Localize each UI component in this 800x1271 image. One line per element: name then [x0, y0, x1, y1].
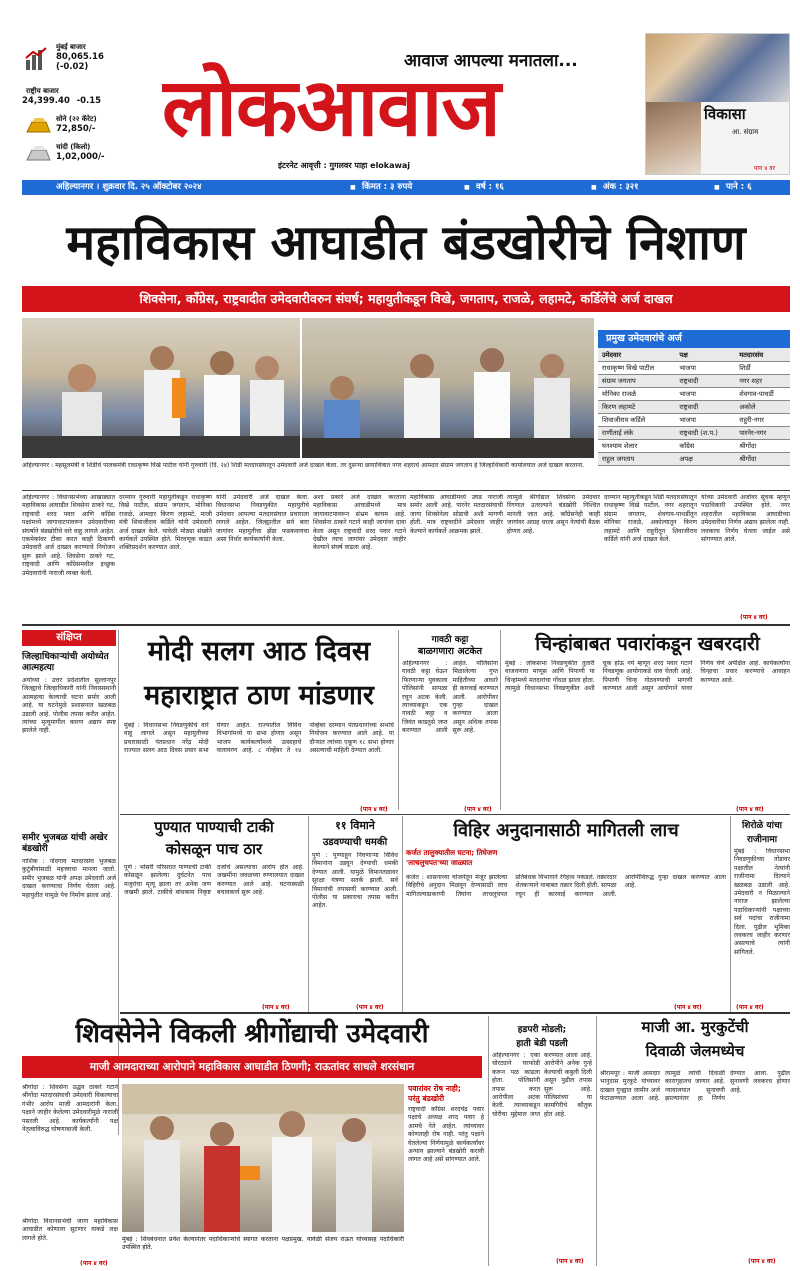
party-cell: पक्ष: [675, 348, 735, 361]
party-cell: काँग्रेस: [675, 439, 735, 452]
lead-headline: महाविकास आघाडीत बंडखोरीचे निशाण: [66, 215, 746, 271]
sankshipt-b1: अयोध्या : उत्तर प्रदेशातील सुल्तानपूर जिल्ह्याचे जिल्हाधिकारी यांनी निवासस्थानी आत्महत्या केल्याची घटना समोर आली आहे. या घटनेमुळे प्रशासनात खळबळ उडाली आहे. पोलीस तपास करीत आहेत. त्यांच्या मृत्यूमागील कारण अद्याप स्पष्ट झालेले नाही.: [22, 677, 116, 735]
candidate-name-cell: राधाकृष्ण विखे पाटील: [598, 361, 675, 374]
shrigonda-photo: [122, 1084, 404, 1232]
candidate-table-row: [598, 374, 790, 387]
lead-subheadline: शिवसेना, काँग्रेस, राष्ट्रवादीत उमेदवारीवरुन संघर्ष; महायुतीकडून विखे, जगताप, राजळे, लहामटे, कर्डिलेंचे अर्ज दाखल: [22, 286, 790, 312]
murkute-title-1: माजी आ. मुरकुटेंची: [641, 1018, 749, 1036]
web-edition-label: इंटरनेट आवृत्ती : गुगलवर पाहा elokawaj: [278, 161, 411, 170]
candidate-name-cell: मोनिका राजळे: [598, 387, 675, 400]
party-cell: भाजपा: [675, 413, 735, 426]
promo-photo: [646, 34, 790, 102]
promo-photo-2: [646, 102, 701, 175]
promo-box[interactable]: [645, 33, 790, 175]
national-market-change: -0.15: [76, 96, 102, 106]
silver-value: 1,02,000/-: [56, 152, 105, 162]
mumbai-market-change: (-0.02): [56, 62, 89, 72]
national-market-label: राष्ट्रीय बाजार: [26, 87, 59, 95]
shrigonda-headline: शिवसेनेने विकली श्रीगोंद्याची उमेदवारी: [75, 1019, 429, 1049]
vimane-body: पुणे : पुण्याहून निघणाऱ्या विविध विमानांना उडवून देण्याची धमकी देण्यात आली. यामुळे विमानतळावर सुरक्षा यंत्रणा सतर्क झाली. सर्व विमानांची तपासणी करण्यात आली. पोलीस या प्रकाराचा तपास करीत आहेत.: [312, 852, 398, 910]
candidate-name-cell: शिवाजीराव कर्डिले: [598, 413, 675, 426]
modi-body: मुंबई : विधानसभा निवडणुकीचे वारे वाहू लागले असून महायुतीच्या प्रचारासाठी पंतप्रधान नरेंद्र मोदी राज्यात सलग आठ दिवस प्रचार सभा घेणार आहेत. राज्यातील विविध विभागांमध्ये या सभा होणार असून भाजप कार्यकर्त्यांमध्ये उत्साहाचे वातावरण आहे. ८ नोव्हेंबर ते १४ नोव्हेंबर दरम्यान पंतप्रधानांच्या सभांचे नियोजन करण्यात आले आहे. या दौऱ्यात त्यांच्या एकूण १८ सभा होणार असल्याची माहिती देण्यात आली.: [124, 722, 394, 755]
party-cell: भाजपा: [675, 387, 735, 400]
vimane-headline-1: ११ विमाने: [335, 819, 375, 832]
silver-icon: [24, 144, 52, 164]
lead-body-4: अशा प्रकारे अर्ज दाखल करताना महाविकास आघाडीमध्ये मात्र जागावाटपावरून संभ्रम कायम आहे. शिवसेना ठाकरे गटाने काही जागांवर दावा केला असून राष्ट्रवादी शरद पवार गटाने देखील त्याच जागांवर उमेदवार जाहीर केल्याने संघर्ष वाढला आहे.: [313, 494, 406, 552]
masthead-tagline: आवाज आपल्या मनातला...: [404, 51, 578, 71]
candidate-table-title: प्रमुख उमेदवारांचे अर्ज: [598, 330, 790, 348]
candidate-table-grid: [598, 348, 790, 466]
candidate-table-row: [598, 439, 790, 452]
modi-headline-1: मोदी सलग आठ दिवस: [147, 636, 371, 667]
shrigonda-box-body: राष्ट्रवादी काँग्रेस शरदचंद्र पवार पक्षाचे अध्यक्ष शरद पवार हे आमचे नेते आहेत. त्यांच्यावर कोणताही रोष नाही. परंतु पक्षाने घेतलेल्या निर्णयामुळे कार्यकर्त्यांवर अन्याय झाल्याने बंडखोरी करावी लागत आहे असे सांगण्यात आले.: [408, 1106, 484, 1164]
lead-continued[interactable]: (पान ४ वर): [740, 614, 768, 621]
lead-photo-jagtap: [302, 318, 594, 458]
promo-caption: आ. संग्राम: [732, 128, 759, 136]
hadpari-title-1: हडपरी मोडली;: [517, 1025, 567, 1035]
shrigonda-box-title-2: परंतु बंडखोरी: [408, 1094, 445, 1103]
gold-icon: [24, 116, 52, 136]
shrigonda-box-title-1: पवारांवर रोष नाही;: [408, 1084, 461, 1093]
constituency-cell: मतदारसंघ: [735, 348, 790, 361]
shirole-body: मुंबई : विधानसभा निवडणुकीच्या तोंडावर पक्षातील नेत्यांनी राजीनामा दिल्याने खळबळ उडाली आहे. उमेदवारी न मिळाल्याने नाराज झालेल्या पदाधिकाऱ्यांनी पक्षाच्या सर्व पदांचा राजीनामा दिला. पुढील भूमिका लवकरच जाहीर करणार असल्याचे त्यांनी सांगितले.: [734, 848, 790, 956]
vihir-kicker-2: 'लाचलुचपत'च्या जाळ्यात: [406, 858, 473, 867]
shirole-title-1: शिरोळे यांचा: [741, 821, 783, 831]
chinh-headline: चिन्हांबाबत पवारांकडून खबरदारी: [535, 633, 760, 655]
hadpari-body: अहिल्यानगर : एका चोरट्याने घरफोडी करून पळ काढला होता. पोलिसांनी तपास करत आरोपीला अटक केली. त्याच्याकडून चोरीचा मुद्देमाल जप्त करण्यात आला आहे. आरोपीने अनेक गुन्हे केल्याची कबुली दिली असून पुढील तपास सुरू आहे. पोलिसांच्या या कामगिरीचे कौतुक होत आहे.: [492, 1052, 592, 1118]
shrigonda-box: [408, 1084, 484, 1254]
stock-chart-icon: [24, 46, 48, 72]
candidate-name-cell: किरण लहामटे: [598, 400, 675, 413]
hadpari-title-2: हाती बेडी पडली: [516, 1039, 568, 1049]
national-market-value: 24,399.40: [22, 96, 70, 106]
gold-value: 72,850/-: [56, 124, 96, 134]
pages: पाने : ६: [726, 182, 752, 192]
chinh-body: मुंबई : लोकसभा निवडणुकीत तुतारी वाजवणारा माणूस आणि पिपाणी या चिन्हांमध्ये मतदारांचा गोंधळ झाला होता. त्यामुळे विधानसभा निवडणुकीत अशी चूक होऊ नये म्हणून शरद पवार गटाने निवडणूक आयोगाकडे धाव घेतली आहे. पिपाणी चिन्ह गोठवण्याची मागणी करण्यात आली असून आयोगाने यावर निर्णय घेणे अपेक्षित आहे. कार्यकर्त्यांना चिन्हाचा प्रचार करण्याचे आवाहन करण्यात आले.: [505, 660, 790, 693]
constituency-cell: अकोले: [735, 400, 790, 413]
candidate-table: [598, 330, 790, 466]
market-box: [22, 42, 147, 170]
candidate-name-cell: संग्राम जगताप: [598, 374, 675, 387]
hadpari-continued[interactable]: (पान ४ वर): [556, 1258, 584, 1265]
murkute-continued[interactable]: (पान ४ वर): [748, 1258, 776, 1265]
constituency-cell: नगर शहर: [735, 374, 790, 387]
candidate-table-row: [598, 361, 790, 374]
constituency-cell: श्रीगोंदा: [735, 439, 790, 452]
party-cell: राष्ट्रवादी (श.प.): [675, 426, 735, 439]
gavthi-continued[interactable]: (पान ४ वर): [464, 806, 492, 813]
lead-body-6: त्यामुळे श्रीगोंद्यात शिवसेना उमेदवार रिंगणात उतरल्याने बंडखोरी निश्चित मानली जात आहे. काँग्रेसनेही काही जागांवर आग्रह धरला असून नेत्यांची बैठक होणार आहे.: [507, 494, 600, 535]
party-cell: राष्ट्रवादी: [675, 374, 735, 387]
place-date: अहिल्यानगर । शुक्रवार दि. २५ ऑक्टोबर २०२४: [56, 182, 202, 192]
candidate-name-cell: घनश्याम शेलार: [598, 439, 675, 452]
silver-label: चांदी (किलो): [56, 143, 91, 151]
gavthi-kicker: गावठी कट्टा: [431, 635, 469, 645]
price: किंमत : ३ रुपये: [362, 182, 413, 192]
puny-continued[interactable]: (पान ४ वर): [262, 1004, 290, 1011]
shrigonda-body-1: श्रीगोंदा : शिवसेना उद्धव ठाकरे गटाने श्रीगोंदा मतदारसंघाची उमेदवारी विकल्याचा गंभीर आरोप माजी आमदारांनी केला. पक्षाने जाहीर केलेल्या उमेदवारीमुळे नाराजी पसरली आहे. कार्यकर्त्यांनी पक्ष नेतृत्वाविरुद्ध घोषणाबाजी केली.: [22, 1084, 118, 1134]
puny-headline-1: पुण्यात पाण्याची टाकी: [154, 818, 274, 836]
chinh-continued[interactable]: (पान ४ वर): [736, 806, 764, 813]
promo-page: पान ४ वर: [754, 165, 776, 172]
puny-body: पुणे : भोसरी परिसरात पाण्याची टाकी कोसळून झालेल्या दुर्घटनेत पाच मजुरांचा मृत्यू झाला तर अनेक जण जखमी झाले. टाकीचे बांधकाम निकृष्ट दर्जाचे असल्याचा आरोप होत आहे. जखमींना जवळच्या रुग्णालयात दाखल करण्यात आले आहे. घटनास्थळी बचावकार्य सुरू आहे.: [124, 864, 304, 897]
vihir-headline: विहिर अनुदानासाठी मागितली लाच: [453, 820, 679, 841]
candidate-name-cell: उमेदवार: [598, 348, 675, 361]
gavthi-title: बाळगणारा अटकेत: [417, 646, 483, 657]
modi-headline-2: महाराष्ट्रात ठाण मांडणार: [144, 680, 374, 711]
constituency-cell: राहुरी-नगर: [735, 413, 790, 426]
lead-body-2: दरम्यान गुरुवारी महायुतीकडून राधाकृष्ण विखे पाटील, संग्राम जगताप, मोनिका राजळे, आमदार किरण लहामटे, माजी मंत्री शिवाजीराव कर्डिले यांनी उमेदवारी अर्ज दाखल केले. यावेळी मोठ्या संख्येने कार्यकर्ते उपस्थित होते. मिरवणूक काढत शक्तिप्रदर्शन करण्यात आले.: [119, 494, 212, 552]
mumbai-market-value: 80,065.16: [56, 52, 104, 62]
modi-continued[interactable]: (पान ४ वर): [360, 806, 388, 813]
shirole-title-2: राजीनामा: [746, 835, 778, 845]
gavthi-body: अहिल्यानगर : गावठी कट्टा घेऊन फिरणाऱ्या युवकाला पोलिसांनी सापळा रचून अटक केली. त्याच्याकडून एक गावठी कट्टा व जिवंत काडतुसे जप्त करण्यात आली आहेत. पोलिसांना मिळालेल्या गुप्त माहितीच्या आधारे ही कारवाई करण्यात आली. आरोपीवर गुन्हा दाखल करण्यात आला असून अधिक तपास सुरू आहे.: [402, 660, 498, 735]
sankshipt-b2: नाशिक : नांदगाव मतदारसंघ भुजबळ कुटुंबीयांसाठी महत्त्वाचा मानला जातो. समीर भुजबळ यांनी अपक्ष उमेदवारी अर्ज दाखल करण्याचा निर्णय घेतला आहे. महायुतीत यामुळे पेच निर्माण झाला आहे.: [22, 858, 116, 899]
info-bar: अहिल्यानगर । शुक्रवार दि. २५ ऑक्टोबर २०२४ ■ किंमत : ३ रुपये ■ वर्ष : १६ ■ अंक : ३२१ ■ पाने : ६: [22, 180, 790, 195]
masthead-name: लोकआवाज: [162, 61, 500, 154]
murkute-title-2: दिवाळी जेलमध्येच: [645, 1042, 745, 1060]
party-cell: अपक्ष: [675, 452, 735, 465]
shrigonda-continued[interactable]: (पान ४ वर): [80, 1260, 108, 1267]
lead-photo-caption: अहिल्यानगर : महसूलमंत्री व शिर्डीचे पालकमंत्री राधाकृष्ण विखे पाटील यांनी गुरुवारी (दि. २४) शिर्डी मतदारसंघातून उमेदवारी अर्ज दाखल केला. तर दुसऱ्या छायाचित्रात नगर शहराचे आमदार संग्राम जगताप हे जिल्हाधिकारी कार्यालयात अर्ज दाखल करताना.: [22, 462, 585, 469]
lead-photo-vikhe: [22, 318, 300, 458]
lead-body-5: महाविकास आघाडीमध्ये उघड नाराजी समोर आली आहे. पारनेर मतदारसंघाची जागा शिवसेनेला सोडावी अशी मागणी होती. मात्र राष्ट्रवादीने उमेदवार जाहीर केल्याने कार्यकर्ते आक्रमक झाले.: [410, 494, 503, 535]
vimane-continued[interactable]: (पान ४ वर): [356, 1004, 384, 1011]
mumbai-market-label: मुंबई बाजार: [56, 43, 86, 51]
vimane-headline-2: उडवण्याची धमकी: [322, 837, 388, 848]
vihir-body: कर्जत : शासनाच्या योजनेतून मंजूर झालेल्या विहिरीचे अनुदान मिळवून देण्यासाठी लाच मागितल्याप्रकरणी तिघांना लाचलुचपत प्रतिबंधक विभागाने रंगेहाथ पकडले. तक्रारदार शेतकऱ्याने याबाबत तक्रार दिली होती. सापळा रचून ही कारवाई करण्यात आली. आरोपींविरुद्ध गुन्हा दाखल करण्यात आला आहे.: [406, 874, 726, 898]
constituency-cell: शिर्डी: [735, 361, 790, 374]
shirole-continued[interactable]: (पान ४ वर): [736, 1004, 764, 1011]
constituency-cell: श्रीगोंदा: [735, 452, 790, 465]
gold-label: सोने (२२ कॅरेट): [56, 115, 97, 123]
candidate-table-row: [598, 426, 790, 439]
lead-body-3: यांनी उमेदवारी अर्ज दाखल केला. विधानसभा निवडणुकीत महायुतीचे उमेदवार आपल्या मतदारसंघात प्रचाराला लागले आहेत. जिल्ह्यातील सर्व बारा जागांवर महायुतीचा झेंडा फडकवायचा असा निर्धार कार्यकर्त्यांनी केला.: [216, 494, 309, 544]
vihir-continued[interactable]: (पान ४ वर): [674, 1004, 702, 1011]
candidate-name-cell: राणीताई लंके: [598, 426, 675, 439]
year: वर्ष : १६: [476, 182, 504, 192]
vihir-kicker-1: कर्जत तालुक्यातील घटना; तिघेजण: [406, 848, 498, 857]
constituency-cell: शेवगाव-पाथर्डी: [735, 387, 790, 400]
sankshipt-title: संक्षिप्त: [22, 630, 116, 646]
issue: अंक : ३२१: [603, 182, 639, 192]
shrigonda-body-2: श्रीगोंदा विधानसभेची जागा महाविकास आघाडीत कोणाला सुटणार याकडे लक्ष लागले होते.: [22, 1218, 118, 1242]
lead-body-8: यांच्या उमेदवारी अर्जावर सूचक म्हणून पदाधिकारी उपस्थित होते. नगर शहरातील महाविकास आघाडीच्या उमेदवारीचा निर्णय अद्याप झालेला नाही. लवकरच निर्णय घेतला जाईल असे सांगण्यात आले.: [701, 494, 790, 544]
candidate-table-row: [598, 400, 790, 413]
promo-title: विकासा: [704, 105, 746, 123]
puny-headline-2: कोसळून पाच ठार: [165, 840, 263, 858]
lead-body-7: दरम्यान महायुतीकडून शिर्डी मतदारसंघातून राधाकृष्ण विखे पाटील, नगर शहरातून संग्राम जगताप, शेवगाव-पाथर्डीतून मोनिका राजळे, अकोल्यातून किरण लहामटे आणि राहुरीतून शिवाजीराव कर्डिले यांनी अर्ज दाखल केले.: [604, 494, 697, 544]
murkute-body: श्रीरामपूर : माजी आमदार भानुदास मुरकुटे यांच्यावर दाखल गुन्ह्यात जामीन अर्ज फेटाळण्यात आला आहे. त्यामुळे त्यांची दिवाळी कारागृहातच जाणार आहे. न्यायालयात सुनावणी झाल्यानंतर हा निर्णय देण्यात आला. पुढील सुनावणी लवकरच होणार आहे.: [600, 1070, 790, 1103]
party-cell: भाजपा: [675, 361, 735, 374]
shrigonda-caption: मुंबई : शिवबंधनात प्रवेश केल्यानंतर पदाधिकाऱ्यांचे स्वागत करताना पक्षप्रमुख. यावेळी संजय राऊत यांच्यासह पदाधिकारी उपस्थित होते.: [122, 1236, 404, 1252]
candidate-table-header: [598, 348, 790, 361]
lead-body-1: अहिल्यानगर : विधानसभेच्या आखाड्यात महाविकास आघाडीत शिवसेना ठाकरे गट, राष्ट्रवादी शरद पवार आणि काँग्रेस पक्षांमध्ये जागावाटपावरून उमेदवारीच्या संघर्षाने बंडखोरीचे वारे वाहू लागले आहेत. एकमेकांवर टीका करत काही ठिकाणी उमेदवारी अर्ज दाखल करण्याचे नियोजन सुरू झाले आहे. शिवसेना ठाकरे गट, राष्ट्रवादी आणि काँग्रेसमधील इच्छुक उमेदवारांनी नाराजी व्यक्त केली.: [22, 494, 115, 577]
party-cell: राष्ट्रवादी: [675, 400, 735, 413]
candidate-name-cell: राहुल जगताप: [598, 452, 675, 465]
sankshipt-h2: समीर भुजबळ यांची अखेर बंडखोरी: [22, 833, 108, 854]
vihir-kicker: [406, 848, 502, 868]
constituency-cell: पारनेर-नगर: [735, 426, 790, 439]
sankshipt-h1: जिल्हाधिकाऱ्यांची अयोध्येत आत्महत्या: [22, 652, 109, 673]
candidate-table-row: [598, 413, 790, 426]
candidate-table-row: [598, 387, 790, 400]
shrigonda-subheadline: माजी आमदाराच्या आरोपाने महाविकास आघाडीत ठिणगी; राऊतांवर साधले शरसंधान: [22, 1056, 482, 1078]
